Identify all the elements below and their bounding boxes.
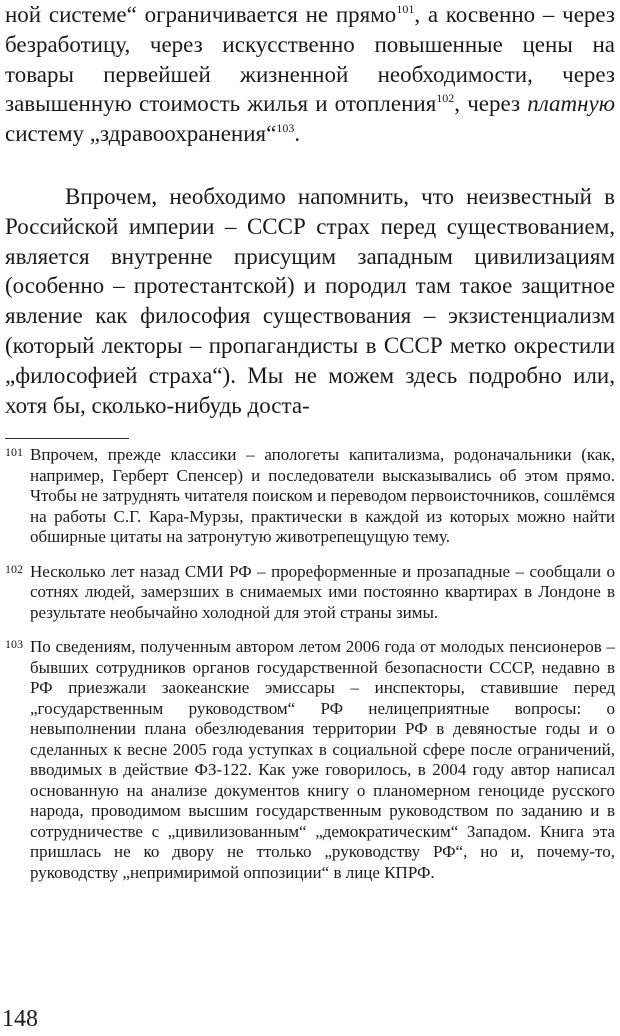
- footnote-ref-101: 101: [396, 2, 415, 16]
- footnotes: [5, 445, 615, 883]
- main-text: [5, 0, 615, 420]
- text-run: , а косвенно – через безработицу, через искусственно повышенные цены на товары первейшей жизненной необходимости, через завышенную стоимость жилья и отопления: [5, 2, 615, 117]
- footnote-ref-102: 102: [436, 91, 455, 106]
- text-run: .: [294, 121, 301, 147]
- paragraph-continuation: [5, 0, 615, 149]
- page-number: 148: [2, 1006, 38, 1032]
- footnote-text: Впрочем, прежде классики – апологеты капитализма, родоначальники (как, например, Герберт Спенсер) и последователи высказывались об этом прямо. Чтобы не затруднять читателя поиском и переводом первоисточников, сошлёмся на работы С.Г. Кара-Мурзы, практически в каждой из которых можно найти обширные цитаты на затронутую животрепещущую тему.: [30, 445, 615, 547]
- book-page: [5, 0, 615, 897]
- paragraph: Впрочем, необходимо напомнить, что неизвестный в Российской империи – СССР страх перед существованием, является внутренне присущим западным цивилизациям (особенно – протестантской) и породил там такое защитное явление как философия существования – экзистенциализм (который лекторы – пропагандисты в СССР метко окрестили „философией страха“). Мы не можем здесь подробно или, хотя бы, сколько-нибудь доста-: [5, 183, 615, 418]
- text-run: ной системе“ ограничивается не прямо: [5, 2, 397, 27]
- text-run: , через: [454, 91, 528, 117]
- footnote-text: По сведениям, полученным автором летом 2006 года от молодых пенсионеров – бывших сотрудников органов государственной безопасности СССР, недавно в РФ приезжали заокеанские эмиссары – инспекторы, ставившие перед „государственным руководством“ РФ нелицеприятные вопросы: о невыполнении плана обезлюдевания территории РФ в девяностые годы и о сделанных к весне 2005 года уступках в социальной сфере после ограничений, вводимых в действие ФЗ-122. Как уже говорилось, в 2004 году автор написал основанную на анализе документов книгу о планомерном геноциде русского народа, проводимом высшим государственным руководством по заданию и в сотрудничестве с „цивилизованным“ „демократическим“ Западом. Книга эта пришлась не ко двору не ттолько „руководству РФ“, но и, почему-то, руководству „непримиримой оппозиции“ в лице КПРФ.: [30, 637, 615, 882]
- footnote-101: [5, 445, 615, 548]
- text-run: систему „здравоохранения“: [5, 121, 277, 147]
- footnote-102: [5, 562, 615, 624]
- footnote-number: 102: [5, 561, 23, 576]
- footnote-103: [5, 637, 615, 883]
- italic-word: платную: [527, 91, 615, 117]
- footnote-ref-103: 103: [276, 121, 295, 136]
- footnote-number: 101: [5, 445, 23, 460]
- footnote-number: 103: [5, 637, 23, 652]
- footnote-text: Несколько лет назад СМИ РФ – прореформенные и прозападные – сообщали о сотнях людей, замерзших в снимаемых ими постоянно квартирах в Лондоне в результате необычайно холодной для этой страны зимы.: [30, 561, 615, 622]
- footnote-separator: [5, 438, 129, 439]
